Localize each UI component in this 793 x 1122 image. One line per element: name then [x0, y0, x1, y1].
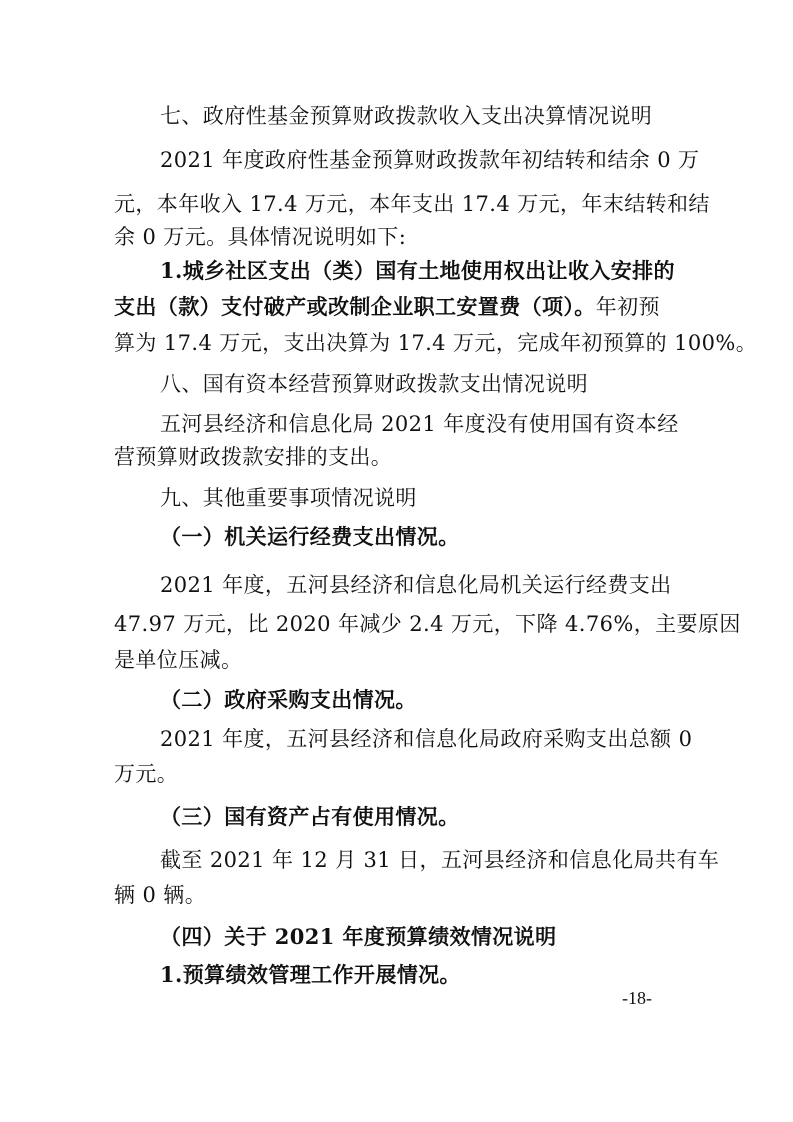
paragraph-line: 算为 17.4 万元，支出决算为 17.4 万元，完成年初预算的 100%。 — [114, 331, 758, 355]
paragraph-line: 2021 年度，五河县经济和信息化局政府采购支出总额 0 — [160, 727, 693, 751]
item-heading-1: 1.城乡社区支出（类）国有土地使用权出让收入安排的 — [160, 258, 675, 283]
paragraph-line: 辆 0 辆。 — [114, 883, 207, 907]
subsection-heading-1: （一）机关运行经费支出情况。 — [160, 524, 460, 549]
paragraph-line: 五河县经济和信息化局 2021 年度没有使用国有资本经 — [160, 412, 679, 436]
paragraph-line: 是单位压减。 — [114, 648, 243, 672]
paragraph-line: 余 0 万元。具体情况说明如下: — [114, 225, 407, 249]
item-heading: 1.预算绩效管理工作开展情况。 — [160, 962, 461, 987]
normal-text: 年初预 — [595, 295, 660, 319]
paragraph-line: 万元。 — [114, 762, 179, 786]
page-number: -18- — [622, 988, 652, 1008]
bold-text: 支出（款）支付破产或改制企业职工安置费（项）。 — [114, 294, 596, 319]
paragraph-line: 截至 2021 年 12 月 31 日，五河县经济和信息化局共有车 — [160, 848, 720, 872]
subsection-heading-3: （三）国有资产占有使用情况。 — [160, 804, 460, 829]
section-heading-8: 八、国有资本经营预算财政拨款支出情况说明 — [160, 372, 588, 396]
paragraph-line: 元，本年收入 17.4 万元，本年支出 17.4 万元，年末结转和结 — [114, 192, 710, 216]
paragraph-line-mixed — [114, 287, 674, 327]
section-heading-9: 九、其他重要事项情况说明 — [160, 486, 417, 510]
subsection-heading-4: （四）关于 2021 年度预算绩效情况说明 — [160, 924, 557, 949]
section-heading-7: 七、政府性基金预算财政拨款收入支出决算情况说明 — [160, 104, 653, 128]
paragraph-line: 2021 年度政府性基金预算财政拨款年初结转和结余 0 万 — [160, 148, 700, 172]
paragraph-line: 47.97 万元，比 2020 年减少 2.4 万元，下降 4.76%，主要原因 — [114, 612, 741, 636]
paragraph-line: 2021 年度，五河县经济和信息化局机关运行经费支出 — [160, 573, 672, 597]
subsection-heading-2: （二）政府采购支出情况。 — [160, 687, 417, 712]
paragraph-line: 营预算财政拨款安排的支出。 — [114, 445, 393, 469]
